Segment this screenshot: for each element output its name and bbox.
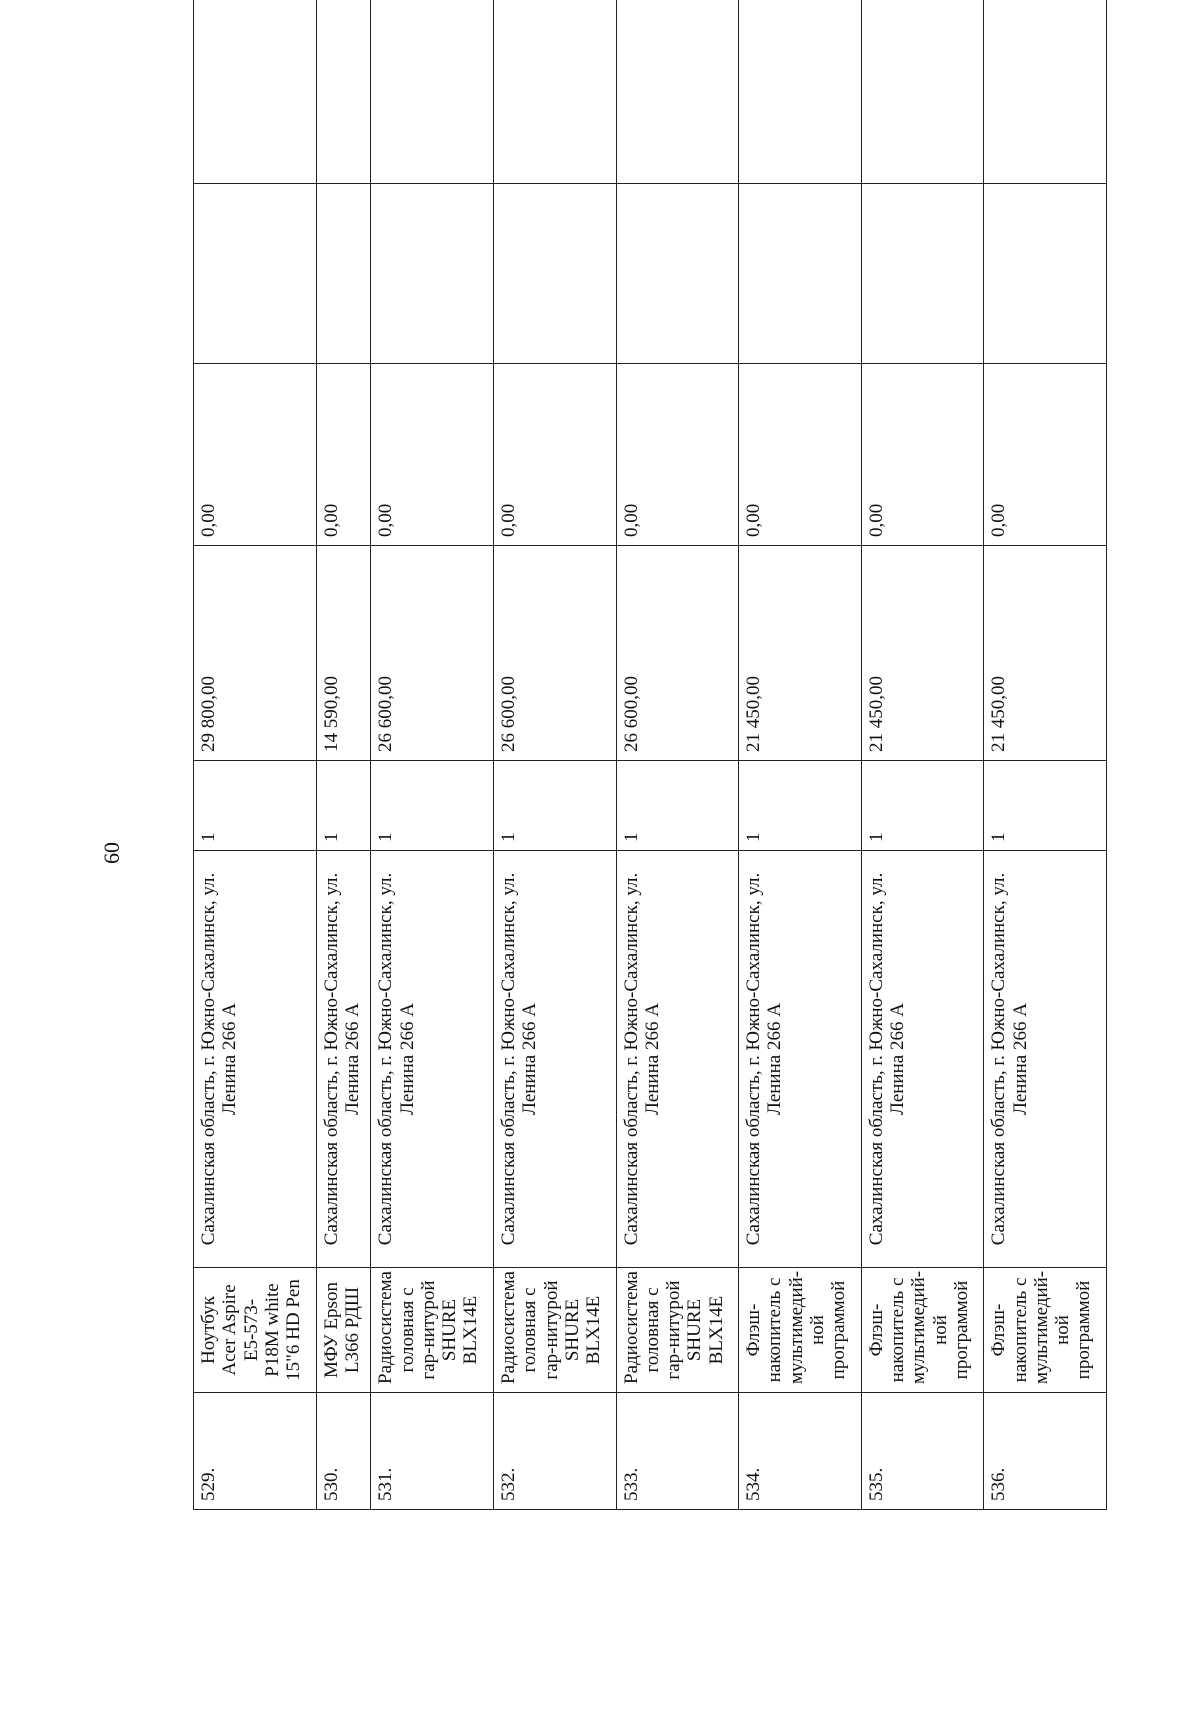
item-name: Флэш-накопитель с мультимедий-ной программой — [861, 1268, 984, 1393]
item-cost: 26 600,00 — [616, 546, 739, 761]
item-cost: 21 450,00 — [984, 546, 1107, 761]
empty-cell — [493, 0, 616, 184]
empty-cell — [984, 0, 1107, 184]
item-name: Радиосистема головная с гар-нитурой SHURE BLX14E — [616, 1268, 739, 1393]
item-address: Сахалинская область, г. Южно-Сахалинск, ул. Ленина 266 А — [984, 851, 1107, 1268]
row-number: 532. — [493, 1393, 616, 1510]
table-row — [371, 0, 494, 1510]
item-name: Радиосистема головная с гар-нитурой SHURE BLX14E — [493, 1268, 616, 1393]
item-residual-value: 0,00 — [194, 364, 317, 546]
item-residual-value: 0,00 — [984, 364, 1107, 546]
table-row — [984, 0, 1107, 1510]
table-row — [316, 0, 371, 1510]
row-number: 533. — [616, 1393, 739, 1510]
item-residual-value: 0,00 — [739, 364, 862, 546]
item-name: МФУ Epson L366 РДШ — [316, 1268, 371, 1393]
empty-cell — [616, 0, 739, 184]
item-address: Сахалинская область, г. Южно-Сахалинск, ул. Ленина 266 А — [194, 851, 317, 1268]
table-row — [861, 0, 984, 1510]
item-address: Сахалинская область, г. Южно-Сахалинск, ул. Ленина 266 А — [316, 851, 371, 1268]
item-quantity: 1 — [861, 761, 984, 851]
item-name: Ноутбук Acer Aspire E5-573-P18M white 15"6 HD Pen — [194, 1268, 317, 1393]
table-row — [739, 0, 862, 1510]
item-cost: 26 600,00 — [493, 546, 616, 761]
empty-cell — [739, 184, 862, 364]
row-number: 529. — [194, 1393, 317, 1510]
empty-cell — [194, 184, 317, 364]
empty-cell — [316, 0, 371, 184]
table-row — [194, 0, 317, 1510]
item-cost: 21 450,00 — [861, 546, 984, 761]
empty-cell — [371, 184, 494, 364]
row-number: 531. — [371, 1393, 494, 1510]
item-quantity: 1 — [194, 761, 317, 851]
row-number: 536. — [984, 1393, 1107, 1510]
item-address: Сахалинская область, г. Южно-Сахалинск, ул. Ленина 266 А — [861, 851, 984, 1268]
item-residual-value: 0,00 — [861, 364, 984, 546]
item-residual-value: 0,00 — [371, 364, 494, 546]
item-address: Сахалинская область, г. Южно-Сахалинск, ул. Ленина 266 А — [739, 851, 862, 1268]
item-residual-value: 0,00 — [616, 364, 739, 546]
row-number: 530. — [316, 1393, 371, 1510]
item-address: Сахалинская область, г. Южно-Сахалинск, ул. Ленина 266 А — [371, 851, 494, 1268]
item-quantity: 1 — [984, 761, 1107, 851]
item-cost: 14 590,00 — [316, 546, 371, 761]
empty-cell — [194, 0, 317, 184]
item-quantity: 1 — [739, 761, 862, 851]
inventory-table — [193, 0, 1107, 1510]
item-quantity: 1 — [371, 761, 494, 851]
item-address: Сахалинская область, г. Южно-Сахалинск, ул. Ленина 266 А — [493, 851, 616, 1268]
empty-cell — [616, 184, 739, 364]
item-address: Сахалинская область, г. Южно-Сахалинск, ул. Ленина 266 А — [616, 851, 739, 1268]
empty-cell — [371, 0, 494, 184]
item-quantity: 1 — [493, 761, 616, 851]
empty-cell — [861, 0, 984, 184]
item-quantity: 1 — [316, 761, 371, 851]
empty-cell — [316, 184, 371, 364]
table-body — [194, 0, 1107, 1510]
item-name: Флэш-накопитель с мультимедий-ной программой — [984, 1268, 1107, 1393]
table-row — [616, 0, 739, 1510]
item-cost: 26 600,00 — [371, 546, 494, 761]
empty-cell — [493, 184, 616, 364]
item-cost: 21 450,00 — [739, 546, 862, 761]
empty-cell — [984, 184, 1107, 364]
item-cost: 29 800,00 — [194, 546, 317, 761]
row-number: 534. — [739, 1393, 862, 1510]
table-row — [493, 0, 616, 1510]
inventory-table-container — [193, 0, 1107, 1510]
row-number: 535. — [861, 1393, 984, 1510]
item-name: Флэш-накопитель с мультимедий-ной программой — [739, 1268, 862, 1393]
item-residual-value: 0,00 — [493, 364, 616, 546]
item-residual-value: 0,00 — [316, 364, 371, 546]
empty-cell — [861, 184, 984, 364]
item-quantity: 1 — [616, 761, 739, 851]
item-name: Радиосистема головная с гар-нитурой SHURE BLX14E — [371, 1268, 494, 1393]
empty-cell — [739, 0, 862, 184]
page-number: 60 — [99, 842, 124, 864]
